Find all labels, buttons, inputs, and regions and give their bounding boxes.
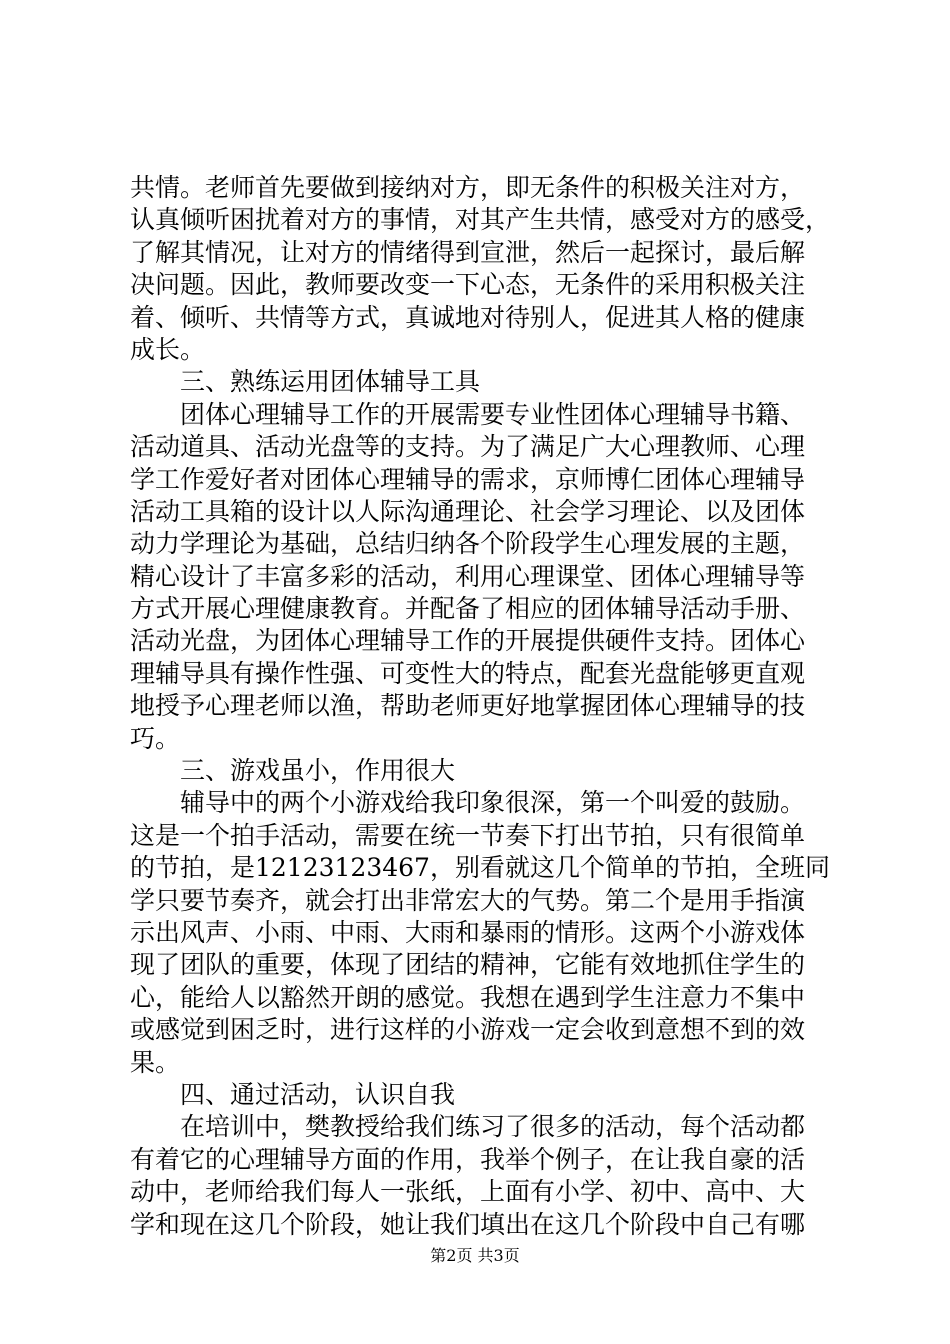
text-line: 动力学理论为基础，总结归纳各个阶段学生心理发展的主题， — [130, 529, 806, 559]
text-line: 了解其情况，让对方的情绪得到宣泄，然后一起探讨，最后解 — [130, 237, 806, 267]
section-heading: 三、游戏虽小，作用很大 — [130, 756, 456, 786]
text-line: 共情。老师首先要做到接纳对方，即无条件的积极关注对方， — [130, 173, 806, 202]
text-line: 动中，老师给我们每人一张纸，上面有小学、初中、高中、大 — [130, 1177, 806, 1207]
text-line: 心，能给人以豁然开朗的感觉。我想在遇到学生注意力不集中 — [130, 982, 806, 1012]
text-line: 这是一个拍手活动，需要在统一节奏下打出节拍，只有很简单 — [130, 820, 806, 850]
text-line: 团体心理辅导工作的开展需要专业性团体心理辅导书籍、 — [130, 399, 806, 429]
section-heading: 三、熟练运用团体辅导工具 — [130, 367, 481, 397]
section-heading: 四、通过活动，认识自我 — [130, 1079, 456, 1109]
text-line: 的节拍，是12123123467，别看就这几个简单的节拍，全班同 — [130, 853, 830, 883]
text-line: 在培训中，樊教授给我们练习了很多的活动，每个活动都 — [130, 1112, 806, 1142]
text-line: 有着它的心理辅导方面的作用，我举个例子，在让我自豪的活 — [130, 1144, 806, 1174]
text-line: 活动工具箱的设计以人际沟通理论、社会学习理论、以及团体 — [130, 496, 806, 526]
text-line: 成长。 — [130, 334, 206, 364]
text-line: 精心设计了丰富多彩的活动，利用心理课堂、团体心理辅导等 — [130, 561, 806, 591]
text-line: 活动道具、活动光盘等的支持。为了满足广大心理教师、心理 — [130, 432, 806, 462]
text-line: 活动光盘，为团体心理辅导工作的开展提供硬件支持。团体心 — [130, 626, 806, 656]
text-line: 或感觉到困乏时，进行这样的小游戏一定会收到意想不到的效 — [130, 1015, 806, 1045]
document-body — [130, 172, 830, 1241]
text-line: 决问题。因此，教师要改变一下心态，无条件的采用积极关注 — [130, 270, 806, 300]
text-line: 果。 — [130, 1047, 181, 1077]
text-line: 辅导中的两个小游戏给我印象很深，第一个叫爱的鼓励。 — [130, 788, 806, 818]
page-footer — [0, 1245, 950, 1267]
text-line: 方式开展心理健康教育。并配备了相应的团体辅导活动手册、 — [130, 594, 806, 624]
text-line: 示出风声、小雨、中雨、大雨和暴雨的情形。这两个小游戏体 — [130, 917, 806, 947]
text-line: 地授予心理老师以渔，帮助老师更好地掌握团体心理辅导的技 — [130, 691, 806, 721]
text-line: 现了团队的重要，体现了团结的精神，它能有效地抓住学生的 — [130, 950, 806, 980]
text-line: 着、倾听、共情等方式，真诚地对待别人，促进其人格的健康 — [130, 302, 806, 332]
text-line: 巧。 — [130, 723, 181, 753]
text-line: 学工作爱好者对团体心理辅导的需求，京师博仁团体心理辅导 — [130, 464, 806, 494]
text-line: 理辅导具有操作性强、可变性大的特点，配套光盘能够更直观 — [130, 658, 806, 688]
text-line: 认真倾听困扰着对方的事情，对其产生共情，感受对方的感受， — [130, 205, 831, 235]
text-line: 学和现在这几个阶段，她让我们填出在这几个阶段中自己有哪 — [130, 1209, 806, 1239]
page-number-label: 第2页 共3页 — [430, 1246, 520, 1265]
text-line: 学只要节奏齐，就会打出非常宏大的气势。第二个是用手指演 — [130, 885, 806, 915]
